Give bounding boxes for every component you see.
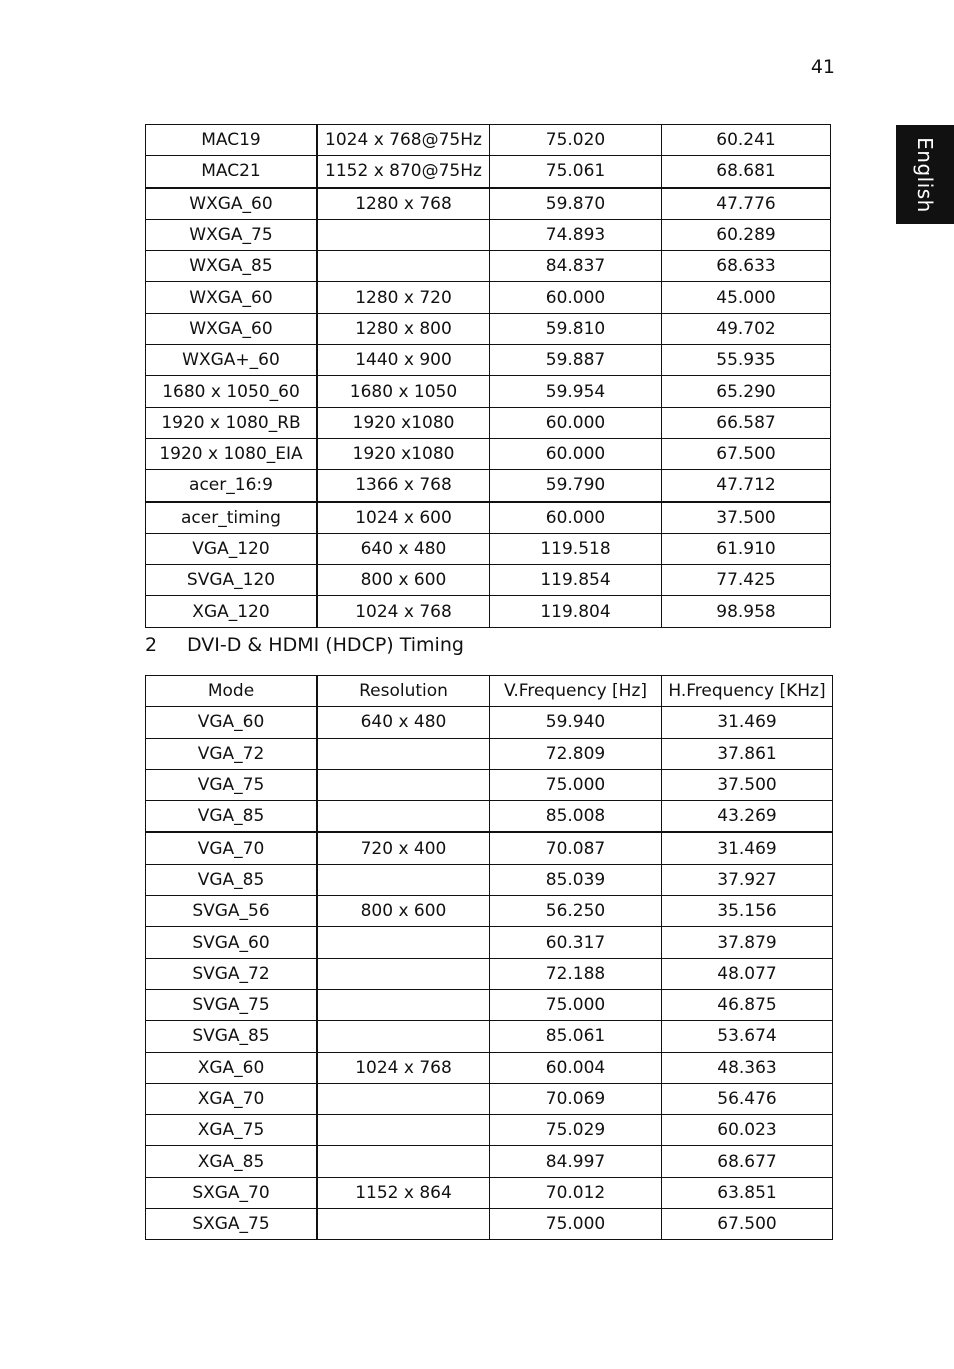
cell-mode: VGA_60 (146, 707, 318, 738)
cell-hfreq: 47.776 (662, 188, 831, 220)
cell-mode: XGA_75 (146, 1115, 318, 1146)
header-hfreq: H.Frequency [KHz] (662, 676, 833, 707)
cell-vfreq: 85.039 (490, 864, 662, 895)
cell-mode: VGA_72 (146, 738, 318, 769)
table-row (146, 1021, 833, 1052)
cell-resolution: 1024 x 768@75Hz (317, 125, 490, 156)
table-row (146, 596, 831, 627)
cell-hfreq: 48.077 (662, 958, 833, 989)
table-row (146, 533, 831, 564)
cell-mode: VGA_85 (146, 864, 318, 895)
cell-hfreq: 60.289 (662, 219, 831, 250)
cell-mode: XGA_120 (146, 596, 318, 627)
header-vfreq: V.Frequency [Hz] (490, 676, 662, 707)
cell-resolution: 1920 x1080 (317, 438, 490, 469)
cell-vfreq: 75.000 (490, 989, 662, 1020)
cell-vfreq: 75.020 (490, 125, 662, 156)
table-row (146, 1146, 833, 1177)
cell-hfreq: 55.935 (662, 345, 831, 376)
table-row (146, 1177, 833, 1208)
cell-hfreq: 68.681 (662, 156, 831, 188)
cell-resolution: 1920 x1080 (317, 407, 490, 438)
table-row (146, 769, 833, 800)
language-tab (896, 125, 954, 224)
cell-hfreq: 77.425 (662, 565, 831, 596)
timing-table-digital-header (146, 676, 833, 707)
cell-mode: SVGA_72 (146, 958, 318, 989)
cell-vfreq: 60.000 (490, 438, 662, 469)
cell-hfreq: 31.469 (662, 707, 833, 738)
table-row (146, 896, 833, 927)
cell-hfreq: 68.633 (662, 251, 831, 282)
cell-resolution: 1280 x 768 (317, 188, 490, 220)
cell-resolution: 1152 x 870@75Hz (317, 156, 490, 188)
cell-hfreq: 35.156 (662, 896, 833, 927)
cell-mode: VGA_70 (146, 832, 318, 864)
table-row (146, 156, 831, 188)
table-row (146, 864, 833, 895)
cell-hfreq: 37.879 (662, 927, 833, 958)
header-resolution: Resolution (317, 676, 490, 707)
cell-mode: SXGA_75 (146, 1209, 318, 1240)
header-mode: Mode (146, 676, 318, 707)
cell-vfreq: 60.317 (490, 927, 662, 958)
timing-table-digital (145, 675, 833, 1240)
cell-vfreq: 119.804 (490, 596, 662, 627)
cell-resolution (317, 219, 490, 250)
cell-vfreq: 75.000 (490, 769, 662, 800)
cell-hfreq: 37.500 (662, 502, 831, 534)
table-row (146, 376, 831, 407)
table-header-row (146, 676, 833, 707)
cell-hfreq: 66.587 (662, 407, 831, 438)
table-row (146, 407, 831, 438)
cell-resolution: 800 x 600 (317, 565, 490, 596)
cell-vfreq: 84.837 (490, 251, 662, 282)
cell-mode: 1920 x 1080_EIA (146, 438, 318, 469)
table-row (146, 927, 833, 958)
cell-resolution: 1024 x 768 (317, 1052, 490, 1083)
cell-hfreq: 49.702 (662, 313, 831, 344)
table-row (146, 832, 833, 864)
table-row (146, 345, 831, 376)
cell-mode: SVGA_60 (146, 927, 318, 958)
cell-vfreq: 59.940 (490, 707, 662, 738)
cell-mode: WXGA_60 (146, 313, 318, 344)
cell-hfreq: 67.500 (662, 438, 831, 469)
cell-mode: acer_16:9 (146, 470, 318, 502)
table-row (146, 565, 831, 596)
cell-vfreq: 74.893 (490, 219, 662, 250)
table-row (146, 219, 831, 250)
cell-mode: 1680 x 1050_60 (146, 376, 318, 407)
cell-resolution: 720 x 400 (317, 832, 490, 864)
cell-resolution: 1024 x 768 (317, 596, 490, 627)
cell-hfreq: 31.469 (662, 832, 833, 864)
cell-mode: VGA_75 (146, 769, 318, 800)
cell-resolution (317, 958, 490, 989)
cell-mode: acer_timing (146, 502, 318, 534)
cell-resolution (317, 1146, 490, 1177)
cell-resolution: 1152 x 864 (317, 1177, 490, 1208)
cell-resolution: 1280 x 720 (317, 282, 490, 313)
table-row (146, 188, 831, 220)
cell-vfreq: 119.518 (490, 533, 662, 564)
cell-vfreq: 60.000 (490, 407, 662, 438)
cell-hfreq: 68.677 (662, 1146, 833, 1177)
cell-vfreq: 72.809 (490, 738, 662, 769)
cell-resolution (317, 1021, 490, 1052)
cell-hfreq: 60.241 (662, 125, 831, 156)
cell-vfreq: 56.250 (490, 896, 662, 927)
cell-resolution (317, 1083, 490, 1114)
table-row (146, 282, 831, 313)
cell-vfreq: 59.954 (490, 376, 662, 407)
cell-vfreq: 119.854 (490, 565, 662, 596)
cell-hfreq: 37.927 (662, 864, 833, 895)
cell-mode: SVGA_120 (146, 565, 318, 596)
cell-resolution: 640 x 480 (317, 707, 490, 738)
cell-mode: WXGA_75 (146, 219, 318, 250)
cell-hfreq: 48.363 (662, 1052, 833, 1083)
cell-vfreq: 72.188 (490, 958, 662, 989)
cell-vfreq: 75.000 (490, 1209, 662, 1240)
cell-resolution (317, 864, 490, 895)
cell-vfreq: 85.061 (490, 1021, 662, 1052)
cell-mode: WXGA_85 (146, 251, 318, 282)
cell-hfreq: 67.500 (662, 1209, 833, 1240)
cell-hfreq: 98.958 (662, 596, 831, 627)
table-row (146, 251, 831, 282)
cell-hfreq: 63.851 (662, 1177, 833, 1208)
cell-vfreq: 59.790 (490, 470, 662, 502)
cell-mode: SVGA_56 (146, 896, 318, 927)
cell-hfreq: 37.500 (662, 769, 833, 800)
language-tab-label: English (913, 136, 937, 213)
cell-vfreq: 85.008 (490, 801, 662, 833)
table-row (146, 1052, 833, 1083)
table-row (146, 989, 833, 1020)
cell-resolution (317, 251, 490, 282)
section-heading (145, 634, 464, 656)
cell-vfreq: 60.000 (490, 502, 662, 534)
cell-resolution (317, 738, 490, 769)
table-row (146, 1083, 833, 1114)
timing-table-analog-body (146, 125, 831, 628)
cell-hfreq: 60.023 (662, 1115, 833, 1146)
cell-mode: MAC21 (146, 156, 318, 188)
cell-resolution: 1024 x 600 (317, 502, 490, 534)
table-row (146, 1115, 833, 1146)
cell-mode: XGA_70 (146, 1083, 318, 1114)
cell-resolution (317, 801, 490, 833)
cell-vfreq: 70.012 (490, 1177, 662, 1208)
cell-resolution: 640 x 480 (317, 533, 490, 564)
cell-mode: XGA_60 (146, 1052, 318, 1083)
table-row (146, 707, 833, 738)
cell-vfreq: 59.887 (490, 345, 662, 376)
table-row (146, 313, 831, 344)
cell-hfreq: 45.000 (662, 282, 831, 313)
table-row (146, 125, 831, 156)
cell-mode: VGA_85 (146, 801, 318, 833)
cell-resolution: 1680 x 1050 (317, 376, 490, 407)
cell-vfreq: 75.029 (490, 1115, 662, 1146)
table-row (146, 1209, 833, 1240)
cell-vfreq: 59.810 (490, 313, 662, 344)
cell-resolution: 1366 x 768 (317, 470, 490, 502)
timing-table-digital-body (146, 707, 833, 1240)
cell-resolution: 800 x 600 (317, 896, 490, 927)
cell-resolution (317, 1115, 490, 1146)
cell-resolution (317, 1209, 490, 1240)
cell-mode: WXGA_60 (146, 282, 318, 313)
table-row (146, 470, 831, 502)
table-row (146, 801, 833, 833)
cell-hfreq: 37.861 (662, 738, 833, 769)
table-row (146, 438, 831, 469)
cell-mode: SVGA_85 (146, 1021, 318, 1052)
cell-hfreq: 47.712 (662, 470, 831, 502)
cell-mode: VGA_120 (146, 533, 318, 564)
cell-vfreq: 59.870 (490, 188, 662, 220)
cell-vfreq: 60.000 (490, 282, 662, 313)
cell-mode: SVGA_75 (146, 989, 318, 1020)
cell-hfreq: 46.875 (662, 989, 833, 1020)
cell-mode: 1920 x 1080_RB (146, 407, 318, 438)
cell-mode: WXGA_60 (146, 188, 318, 220)
table-row (146, 738, 833, 769)
cell-resolution (317, 989, 490, 1020)
cell-mode: XGA_85 (146, 1146, 318, 1177)
cell-hfreq: 61.910 (662, 533, 831, 564)
cell-vfreq: 60.004 (490, 1052, 662, 1083)
cell-resolution (317, 927, 490, 958)
table-row (146, 958, 833, 989)
cell-mode: WXGA+_60 (146, 345, 318, 376)
cell-vfreq: 75.061 (490, 156, 662, 188)
cell-resolution: 1280 x 800 (317, 313, 490, 344)
cell-resolution (317, 769, 490, 800)
page-number: 41 (810, 56, 835, 78)
section-title: DVI-D & HDMI (HDCP) Timing (187, 634, 464, 656)
cell-vfreq: 70.087 (490, 832, 662, 864)
cell-hfreq: 56.476 (662, 1083, 833, 1114)
section-number: 2 (145, 634, 158, 656)
cell-hfreq: 65.290 (662, 376, 831, 407)
cell-vfreq: 70.069 (490, 1083, 662, 1114)
cell-hfreq: 53.674 (662, 1021, 833, 1052)
timing-table-analog (145, 124, 831, 628)
cell-mode: SXGA_70 (146, 1177, 318, 1208)
cell-resolution: 1440 x 900 (317, 345, 490, 376)
table-row (146, 502, 831, 534)
cell-vfreq: 84.997 (490, 1146, 662, 1177)
cell-mode: MAC19 (146, 125, 318, 156)
cell-hfreq: 43.269 (662, 801, 833, 833)
